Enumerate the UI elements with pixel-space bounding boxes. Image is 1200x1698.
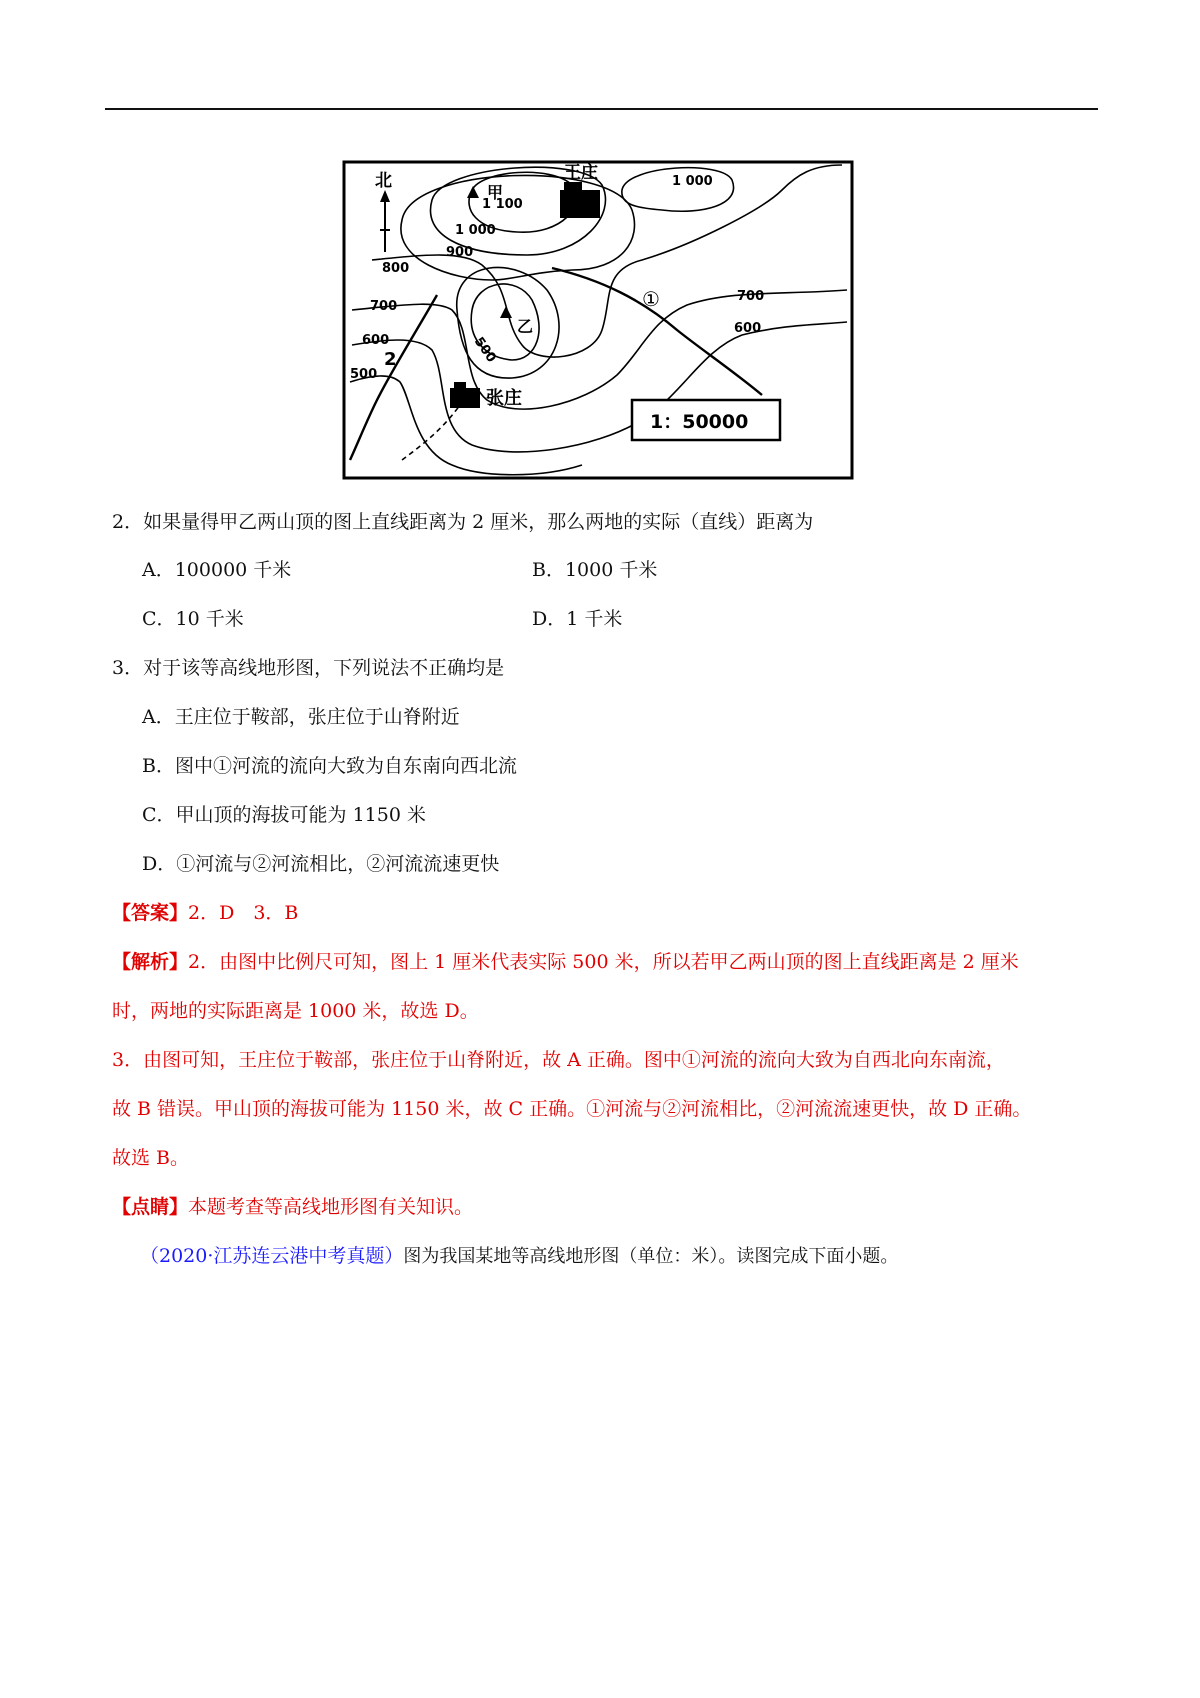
analysis-line-2: 时，两地的实际距离是 1000 米，故选 D。 [112,1000,479,1022]
contour-label-1000-right: 1 000 [672,174,713,189]
contour-label-700-right: 700 [737,289,765,304]
peak-jia-label: 甲 [487,183,504,202]
river-2-marker: 2 [384,349,397,370]
q3-stem: 3．对于该等高线地形图，下列说法不正确均是 [112,657,505,679]
q2-option-b: B．1000 千米 [532,559,658,581]
q3-option-c: C．甲山顶的海拔可能为 1150 米 [142,804,426,826]
village-wang-label: 王庄 [564,163,598,183]
contour-label-700-left: 700 [370,299,398,314]
contour-label-1100: 1 100 [482,197,523,212]
scale-label: 1：50000 [650,411,749,433]
analysis-line-5: 故选 B。 [112,1147,190,1169]
contour-label-900: 900 [446,245,474,260]
q3-option-a: A．王庄位于鞍部，张庄位于山脊附近 [142,706,460,728]
peak-yi-label: 乙 [517,317,534,336]
contour-map [342,160,854,480]
q2-option-c: C．10 千米 [142,608,244,630]
q2-stem: 2．如果量得甲乙两山顶的图上直线距离为 2 厘米，那么两地的实际（直线）距离为 [112,511,814,533]
header-rule [105,108,1098,110]
analysis-line-1 [112,948,1019,976]
q2-option-a: A．100000 千米 [142,559,292,581]
analysis-tag: 【解析】 [112,951,189,973]
river-1-marker: ① [642,287,660,311]
q2-option-d: D．1 千米 [532,608,623,630]
q3-option-b: B．图中①河流的流向大致为自东南向西北流 [142,755,517,777]
village-zhang-icon [450,388,480,408]
q3-option-d: D．①河流与②河流相比，②河流流速更快 [142,853,500,875]
contour-label-1000-left: 1 000 [455,223,496,238]
next-question-intro [140,1242,898,1271]
contour-label-500-left: 500 [350,367,378,382]
analysis-line-4: 故 B 错误。甲山顶的海拔可能为 1150 米，故 C 正确。①河流与②河流相比，②河流流速更快，故 D 正确。 [112,1098,1032,1120]
answer-tag: 【答案】 [112,902,189,924]
contour-label-600-left: 600 [362,333,390,348]
comment-line [112,1193,473,1221]
contour-label-500-mid: 500 [470,334,499,366]
village-wang-icon [560,190,600,218]
next-question-source: （2020·江苏连云港中考真题） [140,1245,404,1267]
comment-tag: 【点睛】 [112,1196,189,1218]
comment-text: 本题考查等高线地形图有关知识。 [188,1196,474,1218]
analysis-text-1: 2．由图中比例尺可知，图上 1 厘米代表实际 500 米，所以若甲乙两山顶的图上直线距离是 2 厘米 [188,951,1019,973]
north-label: 北 [375,171,392,191]
contour-label-600-right: 600 [734,321,762,336]
next-question-text: 图为我国某地等高线地形图（单位：米）。读图完成下面小题。 [403,1246,899,1267]
analysis-line-3: 3．由图可知，王庄位于鞍部，张庄位于山脊附近，故 A 正确。图中①河流的流向大致为自西北向东南流， [112,1049,1005,1071]
answer-text: 2．D 3．B [188,902,299,924]
village-zhang-label: 张庄 [486,388,522,409]
contour-label-800: 800 [382,261,410,276]
answer-line [112,899,298,927]
